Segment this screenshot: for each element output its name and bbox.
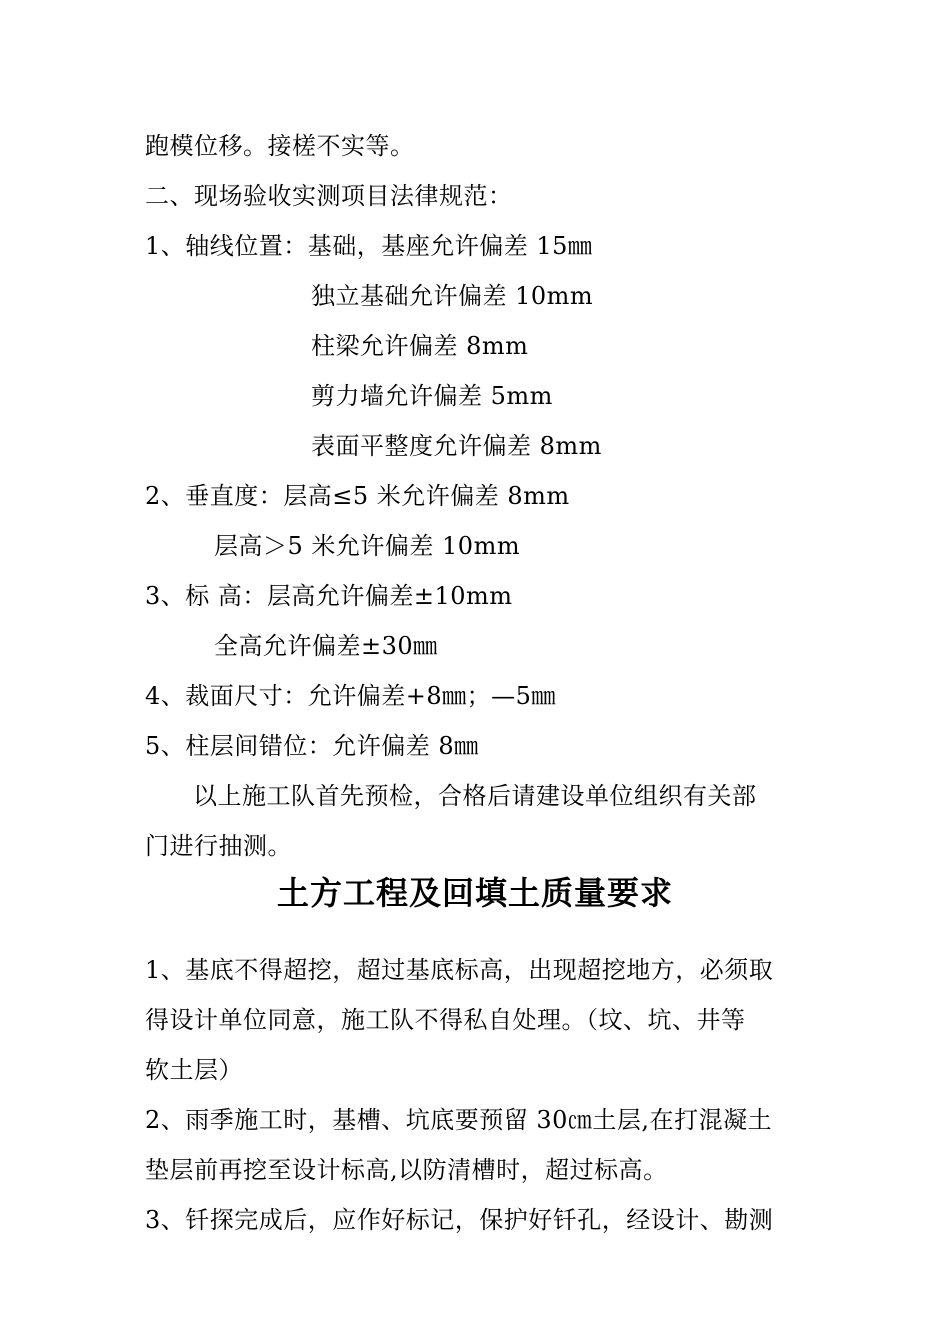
section-title: 二、现场验收实测项目法律规范： — [145, 182, 513, 210]
earthwork-line-6: 3、钎探完成后，应作好标记，保护好钎孔，经设计、勘测 — [145, 1206, 774, 1234]
earthwork-line-5: 垫层前再挖至设计标高,以防清槽时，超过标高。 — [145, 1156, 668, 1184]
earthwork-line-3: 软土层） — [145, 1056, 243, 1084]
item-elevation-total: 全高允许偏差±30㎜ — [214, 632, 438, 660]
item-section-size: 4、裁面尺寸：允许偏差+8㎜；—5㎜ — [145, 682, 556, 710]
item-axis-column-beam: 柱梁允许偏差 8mm — [311, 332, 529, 360]
item-axis-isolated-foundation: 独立基础允许偏差 10mm — [311, 282, 594, 310]
item-axis-foundation: 1、轴线位置：基础，基座允许偏差 15㎜ — [145, 232, 593, 260]
item-verticality-high: 层高＞5 米允许偏差 10mm — [214, 532, 521, 560]
earthwork-heading: 土方工程及回填土质量要求 — [276, 874, 673, 912]
earthwork-line-4: 2、雨季施工时，基槽、坑底要预留 30㎝土层,在打混凝土 — [145, 1106, 773, 1134]
item-elevation-floor: 3、标 高：层高允许偏差±10mm — [145, 582, 513, 610]
note-line-1: 以上施工队首先预检，合格后请建设单位组织有关部 — [193, 782, 757, 810]
item-axis-flatness: 表面平整度允许偏差 8mm — [311, 432, 602, 460]
earthwork-line-1: 1、基底不得超挖，超过基底标高，出现超挖地方，必须取 — [145, 956, 774, 984]
item-verticality-low: 2、垂直度：层高≤5 米允许偏差 8mm — [145, 482, 570, 510]
item-column-offset: 5、柱层间错位：允许偏差 8㎜ — [145, 732, 479, 760]
earthwork-line-2: 得设计单位同意，施工队不得私自处理。（坟、坑、井等 — [145, 1006, 746, 1034]
continuation-text: 跑模位移。接槎不实等。 — [145, 132, 415, 160]
item-axis-shear-wall: 剪力墙允许偏差 5mm — [311, 382, 553, 410]
note-line-2: 门进行抽测。 — [145, 832, 292, 860]
